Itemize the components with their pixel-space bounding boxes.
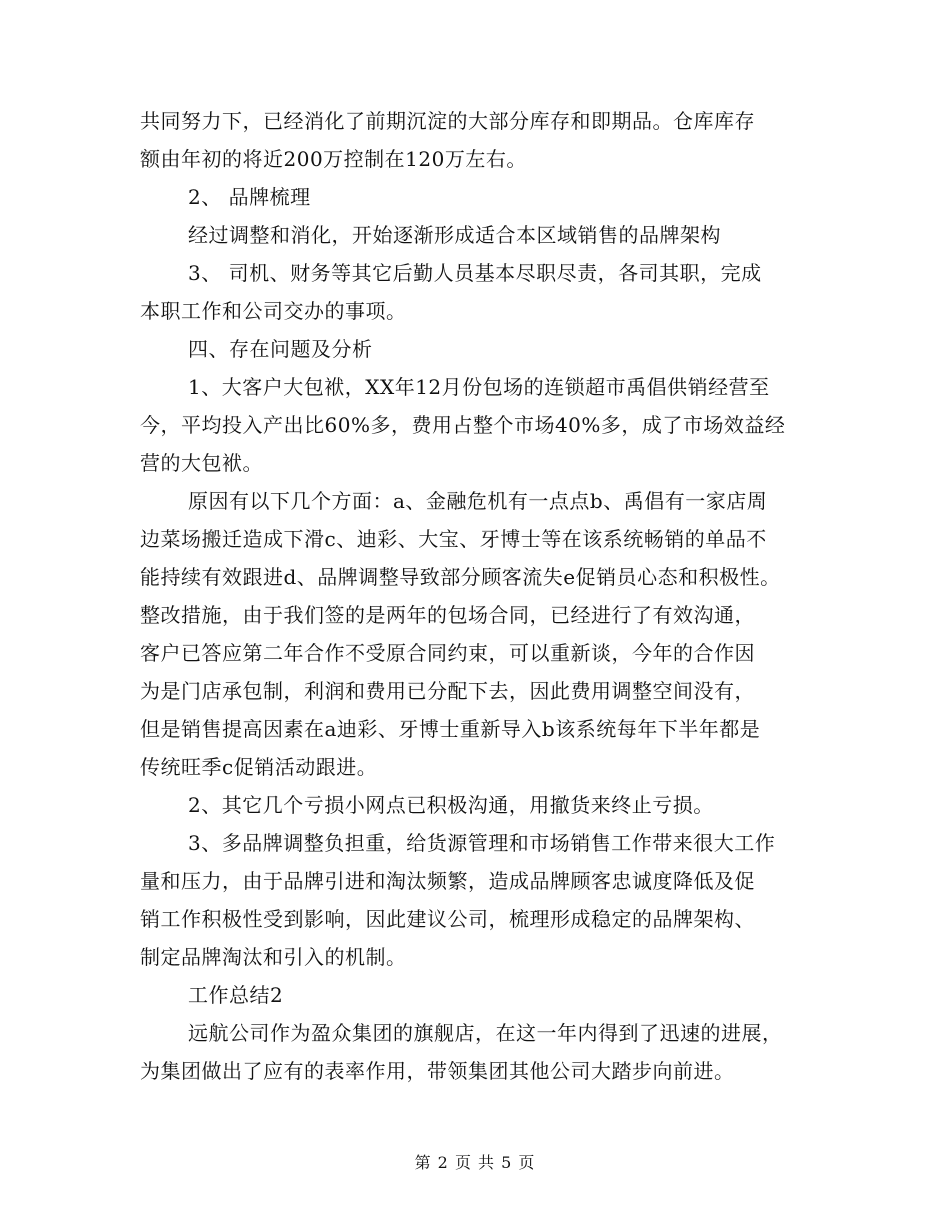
text-line: 制定品牌淘汰和引入的机制。 — [140, 945, 407, 969]
text-line: 额由年初的将近200万控制在120万左右。 — [140, 147, 527, 171]
text-line: 2、 品牌梳理 — [188, 185, 311, 209]
text-line: 整改措施，由于我们签的是两年的包场合同，已经进行了有效沟通， — [140, 603, 755, 627]
text-line: 边菜场搬迁造成下滑c、迪彩、大宝、牙博士等在该系统畅销的单品不 — [140, 527, 767, 551]
text-line: 量和压力，由于品牌引进和淘汰频繁，造成品牌顾客忠诚度降低及促 — [140, 869, 755, 893]
section-heading: 四、存在问题及分析 — [188, 337, 373, 361]
text-line: 传统旺季c促销活动跟进。 — [140, 755, 378, 779]
document-body — [140, 102, 820, 1090]
section-heading: 工作总结2 — [188, 983, 284, 1007]
text-line: 2、其它几个亏损小网点已积极沟通，用撤货来终止亏损。 — [188, 793, 714, 817]
text-line: 本职工作和公司交办的事项。 — [140, 299, 407, 323]
text-line: 为集团做出了应有的表率作用，带领集团其他公司大踏步向前进。 — [140, 1059, 735, 1083]
text-line: 3、多品牌调整负担重，给货源管理和市场销售工作带来很大工作 — [188, 831, 776, 855]
text-line: 3、 司机、财务等其它后勤人员基本尽职尽责，各司其职，完成 — [188, 261, 762, 285]
text-line: 为是门店承包制，利润和费用已分配下去，因此费用调整空间没有， — [140, 679, 755, 703]
text-line: 原因有以下几个方面：a、金融危机有一点点b、禹倡有一家店周 — [188, 489, 768, 513]
text-line: 远航公司作为盈众集团的旗舰店，在这一年内得到了迅速的进展， — [188, 1021, 783, 1045]
text-line: 客户已答应第二年合作不受原合同约束，可以重新谈，今年的合作因 — [140, 641, 755, 665]
text-line: 经过调整和消化，开始逐渐形成适合本区域销售的品牌架构 — [188, 223, 721, 247]
text-line: 1、大客户大包袱，XX年12月份包场的连锁超市禹倡供销经营至 — [188, 375, 770, 399]
text-line: 今，平均投入产出比60%多，费用占整个市场40%多，成了市场效益经 — [140, 413, 786, 437]
text-line: 营的大包袱。 — [140, 451, 263, 475]
text-line: 但是销售提高因素在a迪彩、牙博士重新导入b该系统每年下半年都是 — [140, 717, 761, 741]
text-line: 能持续有效跟进d、品牌调整导致部分顾客流失e促销员心态和积极性。 — [140, 565, 781, 589]
text-line: 共同努力下，已经消化了前期沉淀的大部分库存和即期品。仓库库存 — [140, 109, 755, 133]
page-number-footer: 第 2 页 共 5 页 — [414, 1153, 536, 1172]
text-line: 销工作积极性受到影响，因此建议公司，梳理形成稳定的品牌架构、 — [140, 907, 755, 931]
